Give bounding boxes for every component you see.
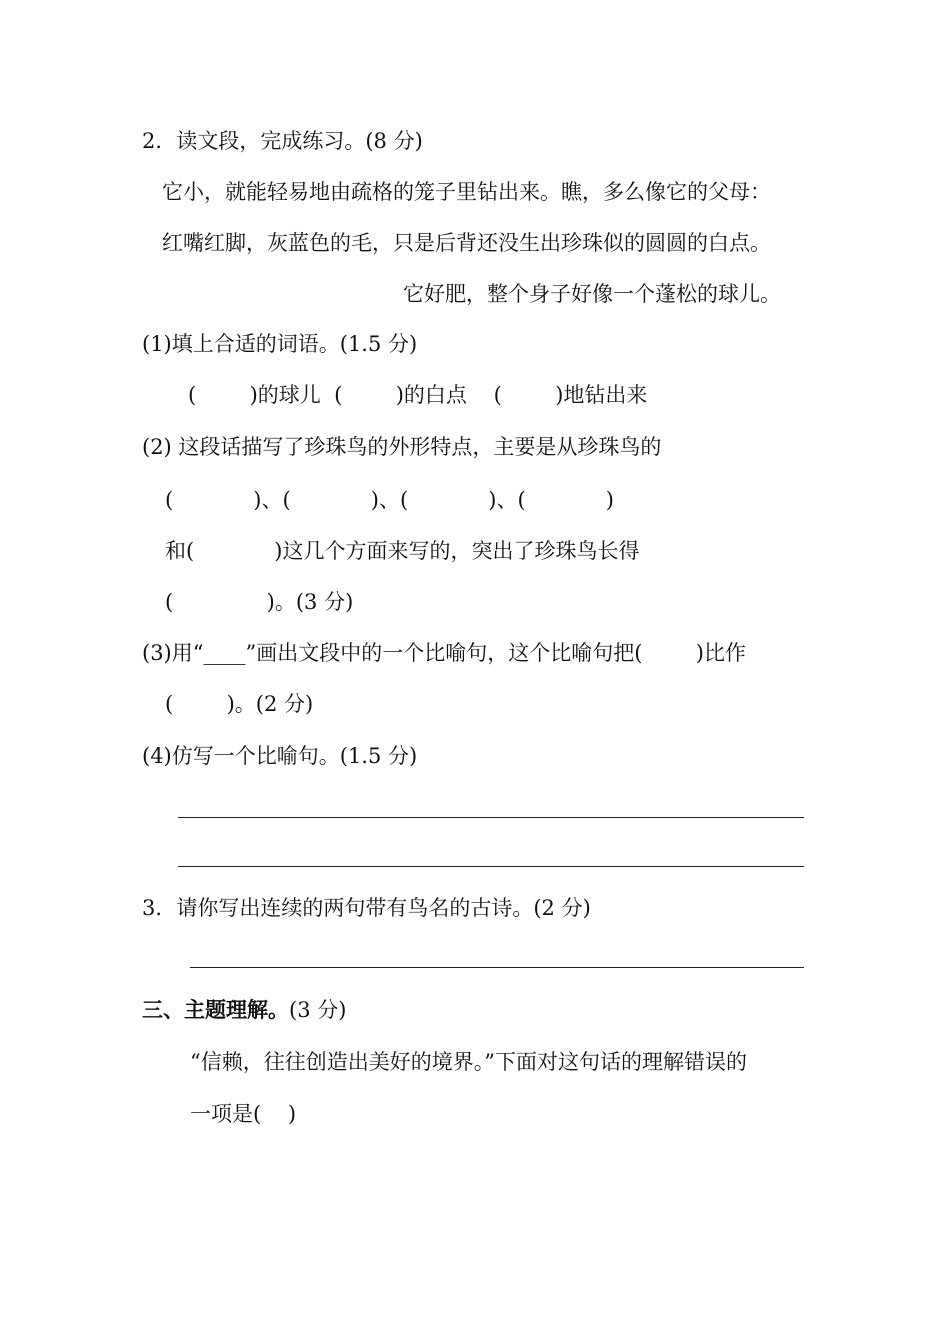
sub-question-2-blanks: ( )、( )、( )、( ) bbox=[165, 488, 614, 512]
sub-question-1-prompt: (1)填上合适的词语。(1.5 分) bbox=[142, 332, 418, 356]
question-2-title: 2．读文段，完成练习。(8 分) bbox=[142, 129, 423, 153]
sub-question-3-line-2: ( )。(2 分) bbox=[165, 692, 314, 716]
section-3-score: (3 分) bbox=[289, 998, 347, 1022]
answer-line-3[interactable] bbox=[190, 967, 804, 968]
sub-question-2-prompt: (2) 这段话描写了珍珠鸟的外形特点，主要是从珍珠鸟的 bbox=[142, 435, 662, 459]
passage-line-1: 它小，就能轻易地由疏格的笼子里钻出来。瞧，多么像它的父母： bbox=[162, 180, 771, 204]
section-3-title: 三、主题理解。 bbox=[142, 997, 289, 1022]
sub-question-1-blanks: ( )的球儿 ( )的白点 ( )地钻出来 bbox=[188, 383, 648, 407]
sub-question-2-line-3: 和( )这几个方面来写的，突出了珍珠鸟长得 bbox=[165, 539, 640, 563]
section-3-line-2: 一项是( ) bbox=[190, 1102, 297, 1126]
sub-question-3-prompt: (3)用“____”画出文段中的一个比喻句，这个比喻句把( )比作 bbox=[142, 641, 747, 665]
section-3-heading bbox=[142, 996, 346, 1024]
answer-line-1[interactable] bbox=[178, 817, 804, 818]
passage-line-3: 它好肥，整个身子好像一个蓬松的球儿。 bbox=[403, 282, 781, 306]
question-3-title: 3．请你写出连续的两句带有鸟名的古诗。(2 分) bbox=[142, 896, 591, 920]
sub-question-2-line-4: ( )。(3 分) bbox=[165, 590, 354, 614]
section-3-line-1: “信赖，往往创造出美好的境界。”下面对这句话的理解错误的 bbox=[190, 1050, 747, 1074]
answer-line-2[interactable] bbox=[178, 866, 804, 867]
sub-question-4-prompt: (4)仿写一个比喻句。(1.5 分) bbox=[142, 744, 418, 768]
passage-line-2: 红嘴红脚，灰蓝色的毛，只是后背还没生出珍珠似的圆圆的白点。 bbox=[162, 231, 771, 255]
